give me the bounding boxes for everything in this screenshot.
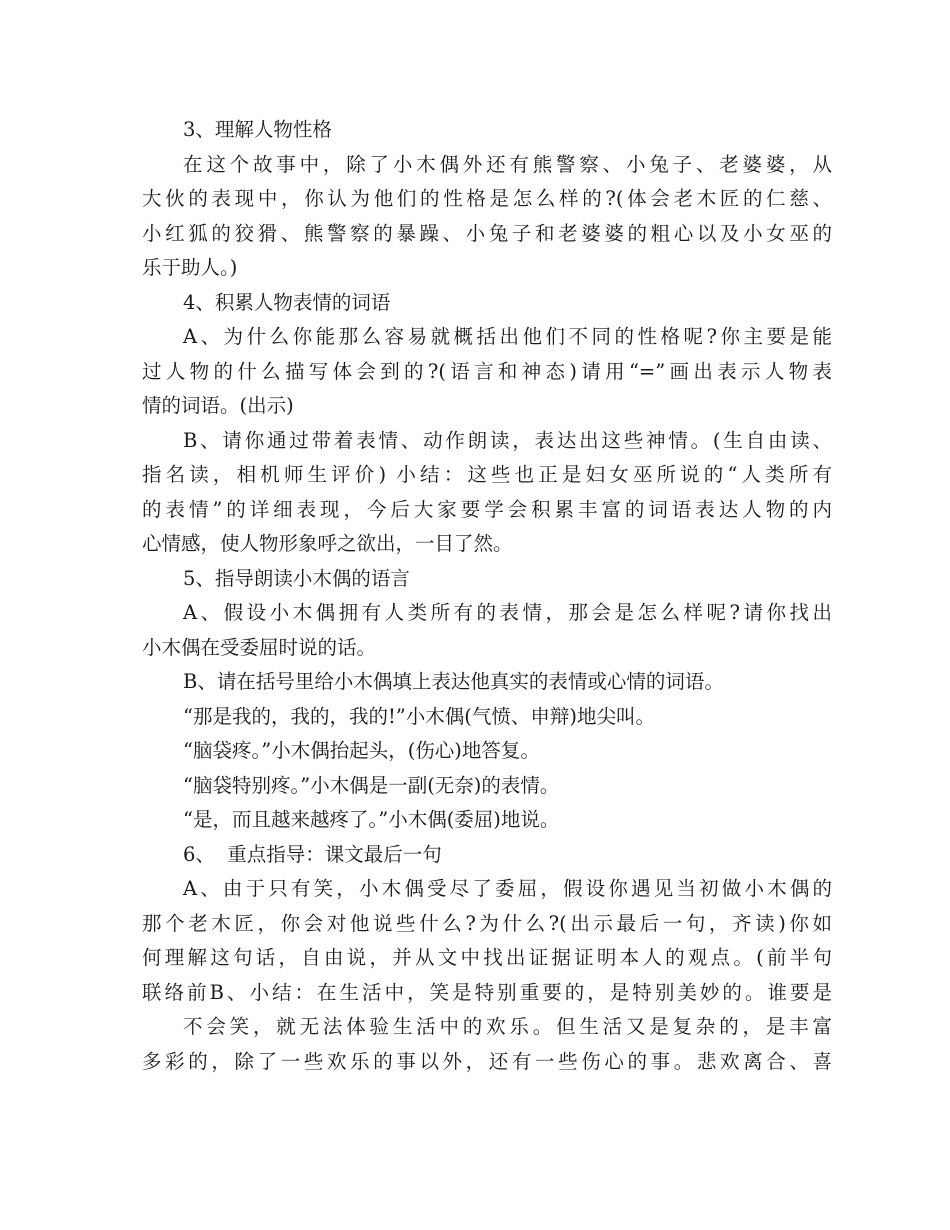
paragraph-line: 指名读，相机师生评价) 小结：这些也正是妇女巫所说的“人类所有 [142, 463, 832, 486]
section-heading: 4、积累人物表情的词语 [183, 290, 391, 314]
paragraph-line: A、由于只有笑，小木偶受尽了委屈，假设你遇见当初做小木偶的 [183, 877, 832, 900]
quote-line: “是，而且越来越疼了。”小木偶(委屈)地说。 [183, 808, 560, 831]
paragraph-line: B、请你通过带着表情、动作朗读，表达出这些神情。(生自由读、 [183, 428, 832, 452]
paragraph-line: B、请在括号里给小木偶填上表达他真实的表情或心情的词语。 [183, 670, 724, 693]
paragraph-line: 小红狐的狡猾、熊警察的暴躁、小兔子和老婆婆的粗心以及小女巫的 [142, 221, 832, 245]
section-heading: 6、 重点指导：课文最后一句 [183, 842, 442, 866]
paragraph-line: A、假设小木偶拥有人类所有的表情，那会是怎么样呢?请你找出 [183, 601, 832, 624]
paragraph-line: 多彩的，除了一些欢乐的事以外，还有一些伤心的事。悲欢离合、喜 [142, 1049, 832, 1073]
paragraph-line: 不会笑，就无法体验生活中的欢乐。但生活又是复杂的，是丰富 [183, 1015, 832, 1038]
paragraph-line: 心情感，使人物形象呼之欲出，一目了然。 [142, 532, 513, 555]
paragraph-line: 的表情”的详细表现，今后大家要学会积累丰富的词语表达人物的内 [142, 497, 832, 521]
paragraph-line: 那个老木匠，你会对他说些什么?为什么?(出示最后一句，齐读)你如 [142, 911, 832, 935]
quote-line: “脑袋疼。”小木偶抬起头，(伤心)地答复。 [183, 739, 540, 762]
paragraph-line: 联络前B、小结：在生活中，笑是特别重要的，是特别美妙的。谁要是 [142, 980, 832, 1004]
section-heading: 3、理解人物性格 [183, 118, 332, 141]
paragraph-line: 何理解这句话，自由说，并从文中找出证据证明本人的观点。(前半句 [142, 946, 832, 969]
paragraph-line: 小木偶在受委屈时说的话。 [142, 635, 377, 659]
paragraph-line: 过人物的什么描写体会到的?(语言和神态)请用“=”画出表示人物表 [142, 359, 832, 383]
paragraph-line: A、为什么你能那么容易就概括出他们不同的性格呢?你主要是能 [183, 325, 832, 348]
quote-line: “那是我的，我的，我的!”小木偶(气愤、申辩)地尖叫。 [183, 704, 655, 728]
paragraph-line: 大伙的表现中，你认为他们的性格是怎么样的?(体会老木匠的仁慈、 [142, 187, 832, 210]
document-body [142, 113, 832, 1079]
paragraph-line: 乐于助人。) [142, 256, 238, 279]
quote-line: “脑袋特别疼。”小木偶是一副(无奈)的表情。 [183, 773, 560, 797]
paragraph-line: 情的词语。(出示) [142, 394, 294, 417]
section-heading: 5、指导朗读小木偶的语言 [183, 566, 410, 590]
paragraph-line: 在这个故事中，除了小木偶外还有熊警察、小兔子、老婆婆，从 [183, 152, 832, 176]
